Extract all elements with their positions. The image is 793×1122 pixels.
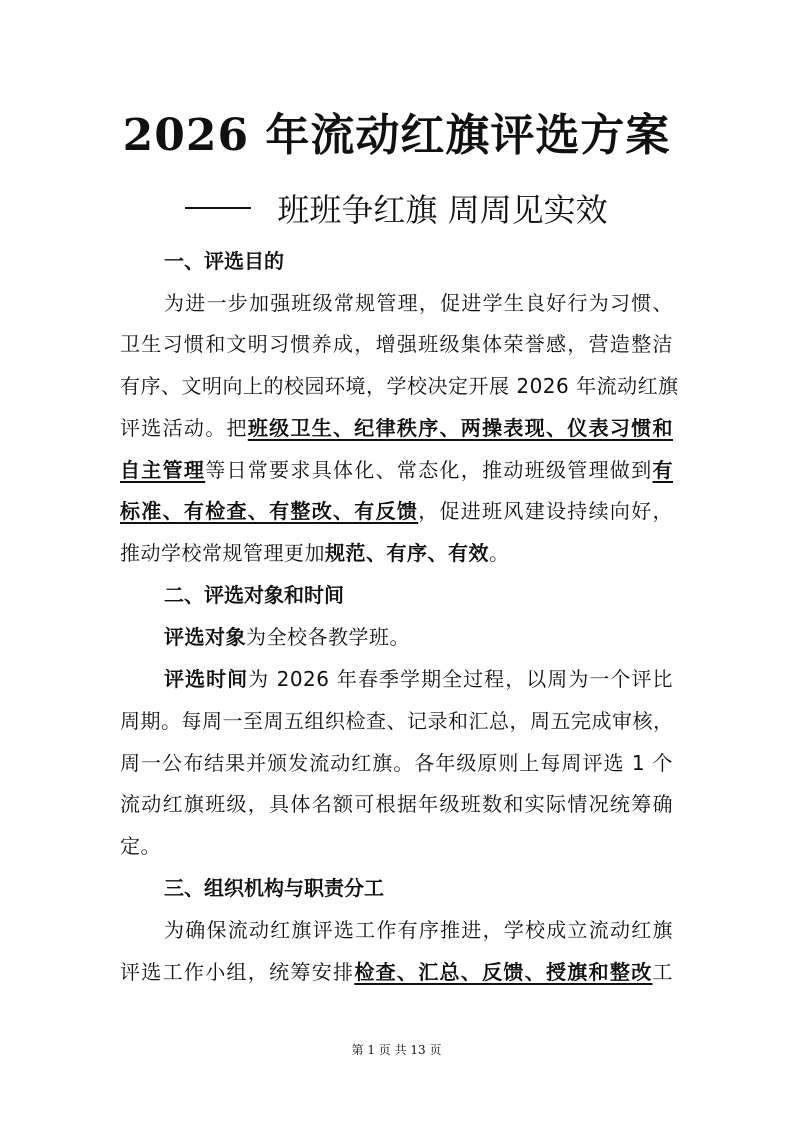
paragraph-line: 周一公布结果并颁发流动红旗。各年级原则上每周评选 1 个: [120, 751, 673, 775]
label-text: 评选对象: [164, 625, 246, 649]
paragraph-line: 定。: [120, 834, 161, 858]
subtitle-text: 班班争红旗 周周见实效: [277, 191, 608, 229]
paragraph-line: 有序、文明向上的校园环境，学校决定开展 2026 年流动红旗: [120, 374, 679, 398]
paragraph-line: 为进一步加强班级常规管理，促进学生良好行为习惯、: [164, 291, 673, 315]
page-footer: 第 1 页 共 13 页: [351, 1043, 442, 1057]
paragraph-line: 周期。每周一至周五组织检查、记录和汇总，周五完成审核，: [120, 709, 674, 733]
section-heading-target-time: 二、评选对象和时间: [164, 583, 344, 607]
paragraph-text: ，促进班风建设持续向好，: [418, 499, 674, 523]
paragraph-text: 评选活动。把: [120, 416, 248, 440]
paragraph-line: 为确保流动红旗评选工作有序推进，学校成立流动红旗: [164, 918, 673, 942]
paragraph-line: [120, 958, 673, 986]
paragraph-line: 流动红旗班级，具体名额可根据年级班数和实际情况统筹确: [120, 792, 673, 816]
paragraph-text: 推动学校常规管理更加: [120, 541, 325, 565]
paragraph-line: [120, 456, 673, 484]
emphasis-text: 检查、汇总、反馈、授旗和整改: [354, 960, 653, 984]
paragraph-text: 。: [489, 541, 510, 565]
paragraph-line: [164, 665, 673, 693]
paragraph-text: 工: [652, 960, 674, 984]
emphasis-text: 自主管理: [120, 458, 206, 482]
document-title: 2026 年流动红旗评选方案: [122, 110, 671, 161]
paragraph-text: 评选工作小组，统筹安排: [120, 960, 355, 984]
section-heading-purpose: 一、评选目的: [164, 249, 284, 273]
document-subtitle: [0, 188, 793, 232]
paragraph-line: 卫生习惯和文明习惯养成，增强班级集体荣誉感，营造整洁: [120, 332, 673, 356]
emphasis-text: 有: [652, 458, 674, 482]
paragraph-line: [164, 623, 673, 651]
paragraph-line: [120, 539, 673, 567]
emphasis-text: 班级卫生、纪律秩序、两操表现、仪表习惯和: [247, 416, 674, 440]
label-text: 评选时间: [164, 667, 249, 691]
paragraph-line: [120, 497, 673, 525]
paragraph-text: 为全校各教学班。: [246, 625, 410, 649]
emphasis-text: 标准、有检查、有整改、有反馈: [120, 499, 419, 523]
paragraph-line: [120, 414, 673, 442]
section-heading-organization: 三、组织机构与职责分工: [164, 876, 384, 900]
paragraph-text: 为 2026 年春季学期全过程，以周为一个评比: [248, 667, 674, 691]
subtitle-dash: [185, 207, 251, 209]
paragraph-text: 等日常要求具体化、常态化，推动班级管理做到: [205, 458, 653, 482]
emphasis-text: 规范、有序、有效: [325, 541, 489, 565]
